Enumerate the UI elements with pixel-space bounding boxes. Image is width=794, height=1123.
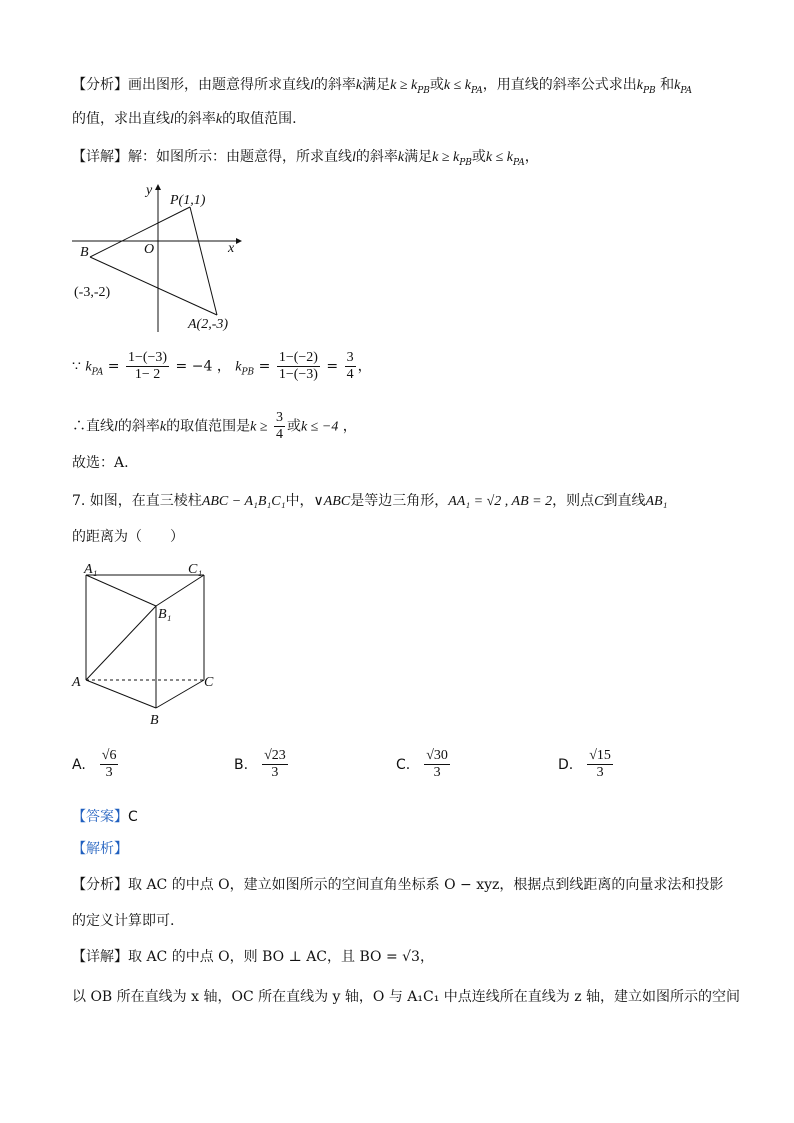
or-text: 或	[471, 149, 486, 165]
var-l: l	[352, 150, 356, 165]
fraction-numerator: 3	[346, 350, 354, 365]
condition-2: k ≤ k	[485, 150, 514, 165]
y-label: y	[146, 183, 153, 198]
detail-2-line	[72, 946, 434, 966]
var-l: l	[310, 78, 314, 93]
analysis-2-line-1	[72, 874, 723, 894]
detail-text: ，	[524, 149, 539, 165]
therefore-text: ∴直线	[72, 418, 114, 435]
fraction-range	[274, 410, 285, 443]
option-d[interactable]	[558, 748, 615, 781]
fraction-kpb	[277, 350, 320, 383]
analysis-text: 的取值范围.	[222, 111, 297, 127]
fraction-numerator: 1−(−3)	[127, 350, 168, 365]
question-text: 中，	[285, 493, 314, 509]
edge-bc	[156, 680, 204, 708]
sub-pb: PB	[642, 85, 656, 96]
x-axis-arrow	[236, 238, 242, 244]
edge-ab	[86, 680, 156, 708]
analysis-text: 画出图形，由题意得所求直线	[128, 77, 310, 93]
var-l: l	[170, 112, 174, 127]
punctuation: ，	[357, 358, 372, 375]
analysis-text: 的斜率	[173, 111, 216, 127]
analysis-tag: 【分析】	[72, 877, 128, 893]
analysis-text: 的斜率	[313, 77, 356, 93]
option-label: A.	[72, 756, 86, 773]
coordinate-figure	[70, 180, 250, 340]
question-text: 到直线	[603, 493, 646, 509]
given-lengths: AA₁ = √2 , AB = 2	[448, 494, 553, 509]
analysis-line-1	[72, 74, 692, 96]
option-fraction	[100, 748, 119, 781]
fraction-result	[345, 350, 356, 383]
point-c: C	[594, 494, 604, 509]
answer-tag: 【答案】	[72, 809, 128, 825]
k-pb: k	[235, 359, 242, 375]
fraction-denominator: 1− 2	[134, 367, 161, 382]
k-pa: k	[85, 359, 92, 375]
or-text: 或	[286, 418, 301, 435]
fraction-denominator: 4	[346, 367, 354, 382]
or-text: 或	[429, 77, 444, 93]
parse-tag: 【解析】	[72, 841, 128, 857]
point-b-label: B	[80, 245, 89, 260]
analysis-text: 取 AC 的中点 O，建立如图所示的空间直角坐标系 O − xyz，根据点到线距离的向量求法和投影	[128, 877, 724, 893]
condition-1: k ≥ k	[432, 150, 460, 165]
punctuation: ，	[338, 418, 357, 435]
detail-line-1	[72, 146, 539, 168]
option-fraction	[262, 748, 288, 781]
edge-a1b1	[86, 575, 156, 606]
sub-pa: PA	[91, 367, 104, 378]
detail-tag: 【详解】	[72, 149, 128, 165]
condition: k ≥	[250, 419, 268, 435]
fraction-numerator: 3	[275, 410, 283, 425]
option-label: B.	[234, 756, 249, 773]
kpa-result: = −4 ，	[175, 358, 231, 375]
formula-line: ∵ $k_{PA}$ = $\frac{1-(-3)}{1- 2}$ = −4 ， $k_{PB}$ = $\frac{1-(-2)}{1-(-3)}$ = $\frac{3}{4}$ ，	[72, 350, 372, 382]
sub-pa: PA	[513, 157, 525, 168]
condition-1: k ≥ k	[390, 78, 418, 93]
fraction-numerator: √15	[589, 748, 611, 763]
sub-pb: PB	[417, 85, 430, 96]
segment-pa	[190, 207, 217, 315]
origin-label: O	[144, 242, 155, 257]
analysis-text: 满足	[362, 77, 391, 93]
question-text: 是等边三角形，	[350, 493, 449, 509]
fraction-denominator: 3	[105, 765, 113, 780]
point-b-coord: (-3,-2)	[74, 285, 111, 300]
question-text: ，则点	[552, 493, 595, 509]
because-symbol: ∵	[72, 358, 81, 375]
segment-pb	[90, 207, 190, 257]
label-a: A	[72, 675, 81, 690]
question-7-line-1	[72, 490, 667, 510]
fraction-denominator: 3	[271, 765, 279, 780]
detail-text: 满足	[404, 149, 433, 165]
option-fraction	[424, 748, 450, 781]
conclusion-text: 的取值范围是	[166, 418, 251, 435]
fraction-numerator: √30	[426, 748, 448, 763]
fraction-kpa	[126, 350, 169, 383]
analysis-tag: 【分析】	[72, 77, 128, 93]
fraction-numerator: √23	[264, 748, 286, 763]
fraction-denominator: 4	[275, 427, 283, 442]
analysis-line-2	[72, 108, 297, 128]
triangle-name: ∨ABC	[313, 494, 351, 509]
var-k: k	[397, 150, 405, 165]
analysis-2-line-2: 的定义计算即可.	[72, 913, 175, 929]
last-line: 以 OB 所在直线为 x 轴，OC 所在直线为 y 轴，O 与 A₁C₁ 中点连线所在直线为 z 轴，建立如图所示的空间	[72, 989, 741, 1005]
prism-figure	[70, 558, 230, 730]
y-axis-arrow	[155, 184, 161, 190]
option-c[interactable]	[396, 748, 452, 781]
fraction-denominator: 1−(−3)	[278, 367, 318, 382]
condition: k ≤ −4	[300, 419, 339, 435]
point-a-label: A(2,-3)	[188, 317, 229, 332]
point-p-label: P(1,1)	[170, 193, 206, 208]
condition-2: k ≤ k	[443, 78, 472, 93]
fraction-denominator: 3	[596, 765, 604, 780]
k-pb: k	[636, 78, 643, 93]
analysis-text: 的值，求出直线	[72, 111, 170, 127]
detail-text: 的斜率	[355, 149, 398, 165]
var-k: k	[215, 112, 223, 127]
detail-tag: 【详解】	[72, 949, 128, 965]
answer-line-2	[72, 806, 138, 826]
option-fraction	[587, 748, 613, 781]
var-k: k	[355, 78, 363, 93]
conclusion-line	[72, 410, 357, 443]
conclusion-text: 的斜率	[117, 418, 160, 435]
prism-name: ABC − A₁B₁C₁	[201, 494, 286, 509]
x-label: x	[228, 241, 235, 256]
answer-value: C	[128, 809, 138, 825]
label-c: C	[204, 675, 214, 690]
var-l: l	[114, 419, 118, 435]
answer-line-1: 故选：A.	[72, 455, 129, 471]
label-b1: B₁	[158, 607, 172, 622]
option-a[interactable]	[72, 748, 120, 781]
fraction-denominator: 3	[433, 765, 441, 780]
option-label: D.	[558, 756, 574, 773]
var-k: k	[159, 419, 167, 435]
edge-c1b1	[156, 575, 204, 606]
sub-pa: PA	[471, 85, 483, 96]
fraction-numerator: 1−(−2)	[278, 350, 318, 365]
segment-ab1	[86, 606, 156, 680]
detail-text: 解：如图所示：由题意得，所求直线	[128, 149, 352, 165]
and-text: 和	[655, 77, 675, 93]
sub-pa: PA	[680, 85, 693, 96]
k-pa: k	[674, 78, 681, 93]
analysis-text: ，用直线的斜率公式求出	[482, 77, 637, 93]
fraction-numerator: √6	[101, 748, 117, 763]
question-7-line-2: 的距离为（ ）	[72, 529, 184, 545]
option-b[interactable]	[234, 748, 290, 781]
label-c1: C₁	[188, 562, 203, 577]
label-a1: A₁	[84, 562, 98, 577]
parse-line	[72, 838, 128, 858]
option-label: C.	[396, 756, 411, 773]
sub-pb: PB	[459, 157, 472, 168]
label-b: B	[150, 713, 159, 728]
sub-pb: PB	[241, 367, 255, 378]
line-ab1: AB₁	[645, 494, 668, 509]
question-text: 7. 如图，在直三棱柱	[72, 493, 202, 509]
detail-text: 取 AC 的中点 O，则 BO ⊥ AC，且 BO = √3，	[128, 949, 434, 965]
